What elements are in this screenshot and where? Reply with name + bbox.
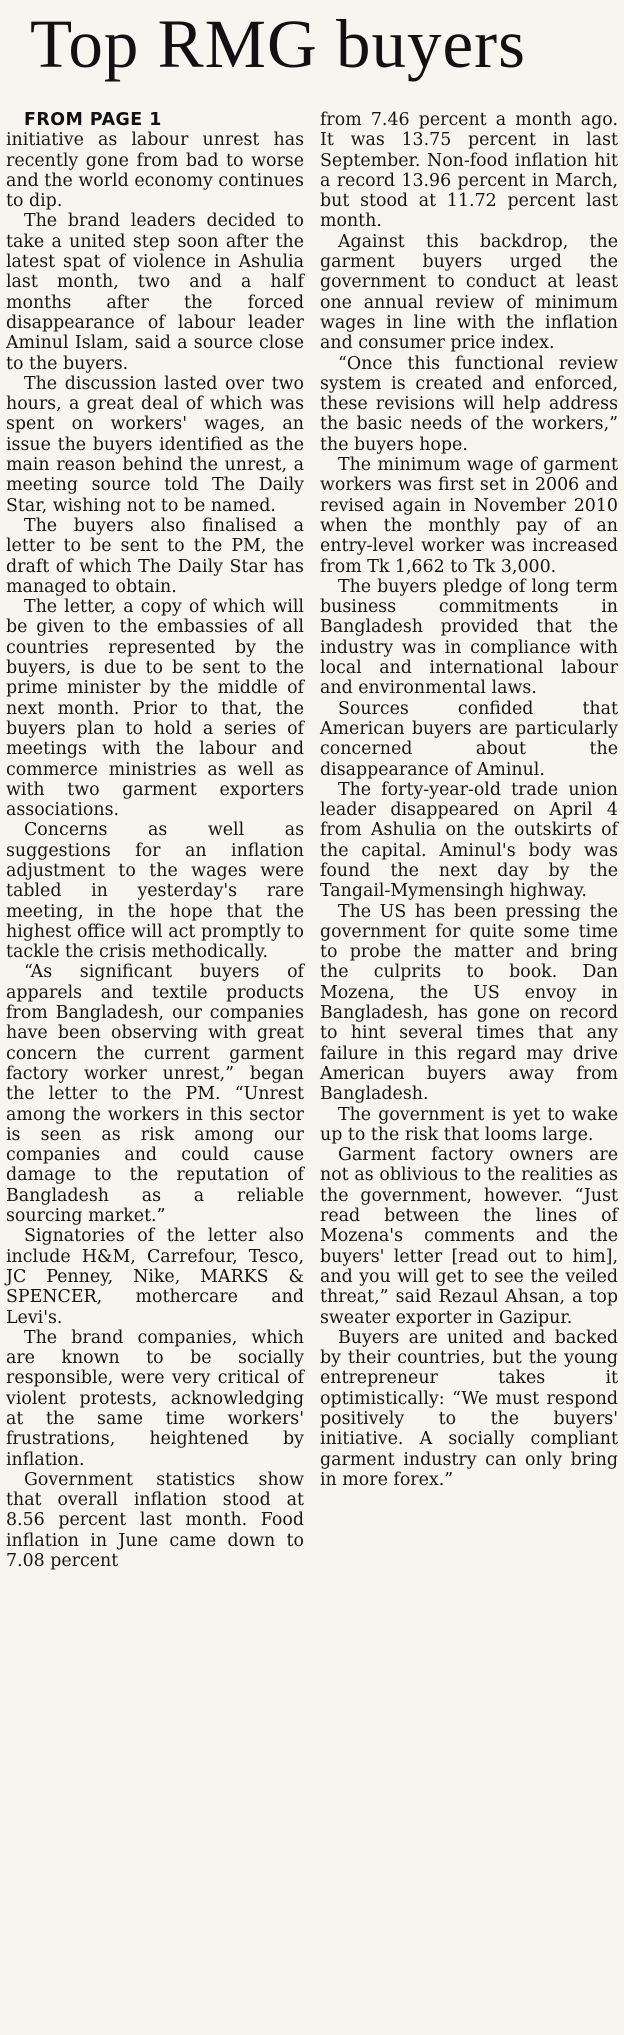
column-2 xyxy=(320,110,618,1571)
paragraph: “Once this functional review system is created and enforced, these revisions will help address the basic needs of the workers,” the buyers hope. xyxy=(320,353,618,455)
paragraph: initiative as labour unrest has recently gone from bad to worse and the world economy continues to dip. xyxy=(6,130,304,212)
paragraph: Garment factory owners are not as oblivious to the realities as the government, however. “Just read between the lines of Mozena's comments and the buyers' letter [read out to him], and you will get to see the veiled threat,” said Rezaul Ahsan, a top sweater exporter in Gazipur. xyxy=(320,1145,618,1328)
paragraph: Sources confided that American buyers are particularly concerned about the disappearance of Aminul. xyxy=(320,698,618,780)
paragraph: The brand leaders decided to take a united step soon after the latest spat of violence in Ashulia last month, two and a half months after the forced disappearance of labour leader Aminul Islam, said a source close to the buyers. xyxy=(6,211,304,374)
paragraph: Concerns as well as suggestions for an inflation adjustment to the wages were tabled in yesterday's rare meeting, in the hope that the highest office will act promptly to tackle the crisis methodically. xyxy=(6,820,304,963)
headline: Top RMG buyers xyxy=(30,6,526,82)
paragraph: The buyers also finalised a letter to be sent to the PM, the draft of which The Daily Star has managed to obtain. xyxy=(6,515,304,597)
paragraph: The letter, a copy of which will be given to the embassies of all countries represented by the buyers, is due to be sent to the prime minister by the middle of next month. Prior to that, the buyers plan to hold a series of meetings with the labour and commerce ministries as well as with two garment exporters associations. xyxy=(6,597,304,821)
paragraph: Against this backdrop, the garment buyers urged the government to conduct at least one annual review of minimum wages in line with the inflation and consumer price index. xyxy=(320,231,618,354)
paragraph: The minimum wage of garment workers was first set in 2006 and revised again in November 2010 when the monthly pay of an entry-level worker was increased from Tk 1,662 to Tk 3,000. xyxy=(320,455,618,577)
article-body xyxy=(6,110,618,1571)
column-1 xyxy=(6,110,304,1571)
paragraph: “As significant buyers of apparels and textile products from Bangladesh, our companies have been observing with great concern the current garment factory worker unrest,” began the letter to the PM. “Unrest among the workers in this sector is seen as risk among our companies and could cause damage to the reputation of Bangladesh as a reliable sourcing market.” xyxy=(6,962,304,1227)
paragraph: The US has been pressing the government for quite some time to probe the matter and bring the culprits to book. Dan Mozena, the US envoy in Bangladesh, has gone on record to hint several times that any failure in this regard may drive American buyers away from Bangladesh. xyxy=(320,901,618,1105)
paragraph: The government is yet to wake up to the risk that looms large. xyxy=(320,1104,618,1145)
paragraph: The discussion lasted over two hours, a great deal of which was spent on workers' wages, an issue the buyers identified as the main reason behind the unrest, a meeting source told The Daily Star, wishing not to be named. xyxy=(6,373,304,516)
paragraph: The brand companies, which are known to be socially responsible, were very critical of violent protests, acknowledging at the same time workers' frustrations, heightened by inflation. xyxy=(6,1327,304,1470)
kicker: FROM PAGE 1 xyxy=(24,110,162,130)
paragraph: Government statistics show that overall inflation stood at 8.56 percent last month. Food inflation in June came down to 7.08 percent xyxy=(6,1469,304,1572)
paragraph: from 7.46 percent a month ago. It was 13.75 percent in last September. Non-food inflation hit a record 13.96 percent in March, but stood at 11.72 percent last month. xyxy=(320,110,618,232)
paragraph: The buyers pledge of long term business commitments in Bangladesh provided that the industry was in compliance with local and international labour and environmental laws. xyxy=(320,576,618,699)
paragraph: Signatories of the letter also include H&M, Carrefour, Tesco, JC Penney, Nike, MARKS & SPENCER, mothercare and Levi's. xyxy=(6,1226,304,1328)
paragraph: The forty-year-old trade union leader disappeared on April 4 from Ashulia on the outskirts of the capital. Aminul's body was found the next day by the Tangail-Mymensingh highway. xyxy=(320,779,618,902)
paragraph: Buyers are united and backed by their countries, but the young entrepreneur takes it optimistically: “We must respond positively to the buyers' initiative. A socially compliant garment industry can only bring in more forex.” xyxy=(320,1327,618,1490)
